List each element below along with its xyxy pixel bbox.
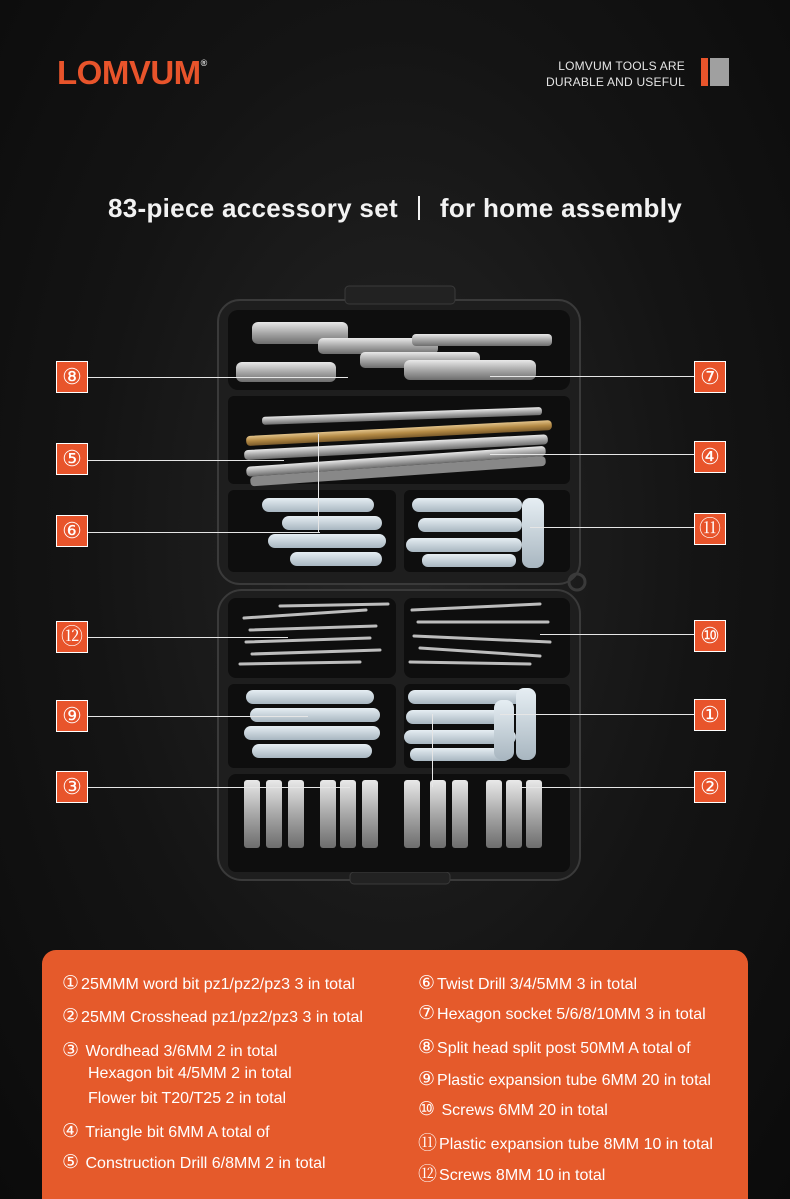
leader-6 (88, 532, 320, 533)
spec-row: ⑤ Construction Drill 6/8MM 2 in total (62, 1152, 326, 1173)
leader-2-vertical (432, 714, 433, 787)
callout-7: ⑦ (694, 361, 726, 393)
callout-10: ⑩ (694, 620, 726, 652)
callout-6: ⑥ (56, 515, 88, 547)
spec-panel (42, 950, 748, 1199)
spec-row: ⑧ Split head split post 50MM A total of (418, 1037, 691, 1058)
spec-row: ⑫ Screws 8MM 10 in total (418, 1164, 606, 1185)
spec-row: ① 25MMM word bit pz1/pz2/pz3 3 in total (62, 973, 355, 994)
spec-row: Flower bit T20/T25 2 in total (88, 1090, 287, 1107)
leader-2 (520, 787, 696, 788)
spec-row: ⑪ Plastic expansion tube 8MM 10 in total (418, 1133, 713, 1154)
callout-1: ① (694, 699, 726, 731)
spec-row: ④ Triangle bit 6MM A total of (62, 1121, 270, 1142)
spec-row: ⑥ Twist Drill 3/4/5MM 3 in total (418, 973, 638, 994)
logo-left: LOM (57, 54, 129, 91)
spec-row: ⑩ Screws 6MM 20 in total (418, 1099, 608, 1120)
callout-2: ② (694, 771, 726, 803)
leader-12 (88, 637, 288, 638)
spec-row: Hexagon bit 4/5MM 2 in total (88, 1065, 292, 1082)
callout-12: ⑫ (56, 621, 88, 653)
leader-5 (88, 460, 284, 461)
spec-row: ③ Wordhead 3/6MM 2 in total (62, 1040, 278, 1061)
leader-10 (540, 634, 696, 635)
leader-3 (88, 787, 350, 788)
headline-left: 83-piece accessory set (108, 193, 398, 223)
tagline-line2: DURABLE AND USEFUL (546, 75, 685, 89)
callout-3: ③ (56, 771, 88, 803)
spec-row: ⑦ Hexagon socket 5/6/8/10MM 3 in total (418, 1003, 706, 1024)
leader-4 (490, 454, 696, 455)
callout-8: ⑧ (56, 361, 88, 393)
leader-11 (530, 527, 696, 528)
leader-7 (490, 376, 696, 377)
leader-6-vertical (318, 434, 319, 532)
spec-row: ② 25MM Crosshead pz1/pz2/pz3 3 in total (62, 1006, 363, 1027)
callout-5: ⑤ (56, 443, 88, 475)
callout-9: ⑨ (56, 700, 88, 732)
callout-4: ④ (694, 441, 726, 473)
leader-9 (88, 716, 308, 717)
leader-8 (88, 377, 348, 378)
spec-row: ⑨ Plastic expansion tube 6MM 20 in total (418, 1069, 711, 1090)
logo-right: VUM (128, 54, 201, 91)
registered-mark: ® (200, 58, 207, 68)
leader-1 (500, 714, 696, 715)
headline-right: for home assembly (439, 193, 682, 223)
callout-11: ⑪ (694, 513, 726, 545)
tagline-line1: LOMVUM TOOLS ARE (558, 59, 685, 73)
